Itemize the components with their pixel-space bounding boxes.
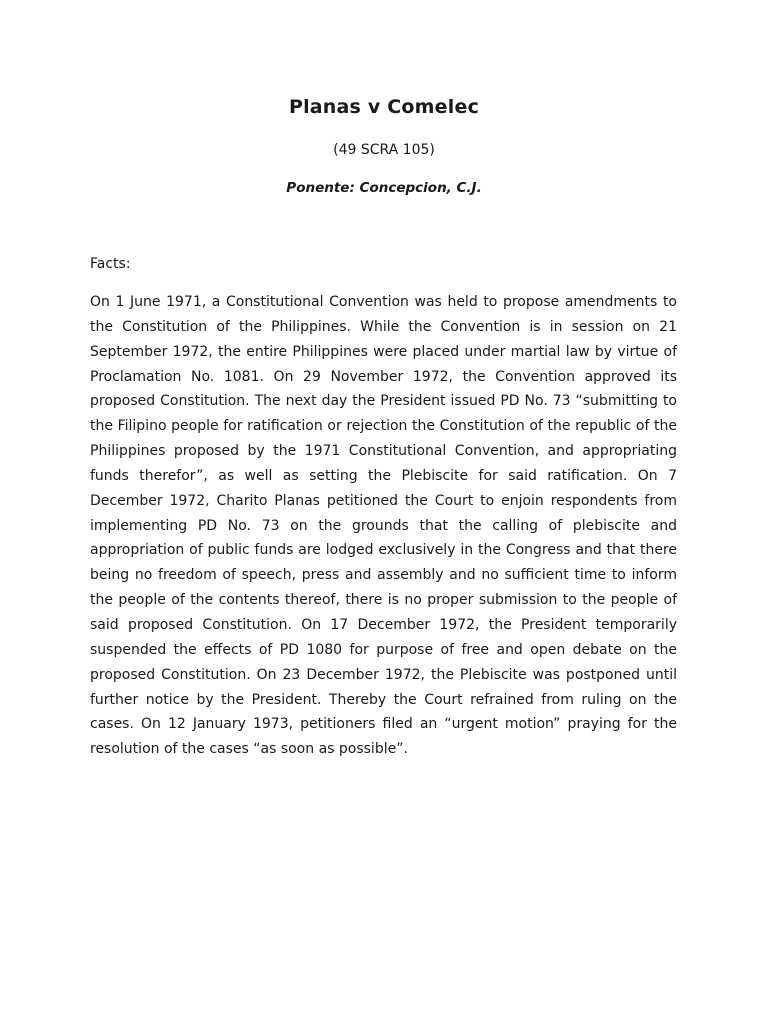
document-title: Planas v Comelec xyxy=(288,96,480,118)
facts-paragraph: On 1 June 1971, a Constitutional Convention was held to propose amendments to the Constitution of the Philippines. While the Convention is in session on 21 September 1972, the entire Philippines were placed under martial law by virtue of Proclamation No. 1081. On 29 November 1972, the Convention approved its proposed Constitution. The next day the President issued PD No. 73 “submitting to the Filipino people for ratification or rejection the Constitution of the republic of the Philippines proposed by the 1971 Constitutional Convention, and appropriating funds therefor”, as well as setting the Plebiscite for said ratification. On 7 December 1972, Charito Planas petitioned the Court to enjoin respondents from implementing PD No. 73 on the grounds that the calling of plebiscite and appropriation of public funds are lodged exclusively in the Congress and that there being no freedom of speech, press and assembly and no sufficient time to inform the people of the contents thereof, there is no proper submission to the people of said proposed Constitution. On 17 December 1972, the President temporarily suspended the effects of PD 1080 for purpose of free and open debate on the proposed Constitution. On 23 December 1972, the Plebiscite was postponed until further notice by the President. Thereby the Court refrained from ruling on the cases. On 12 January 1973, petitioners filed an “urgent motion” praying for the resolution of the cases “as soon as possible”. xyxy=(90,294,677,758)
ponente-line: Ponente: Concepcion, C.J. xyxy=(286,180,482,196)
case-citation: (49 SCRA 105) xyxy=(333,142,435,158)
facts-heading: Facts: xyxy=(90,256,131,272)
